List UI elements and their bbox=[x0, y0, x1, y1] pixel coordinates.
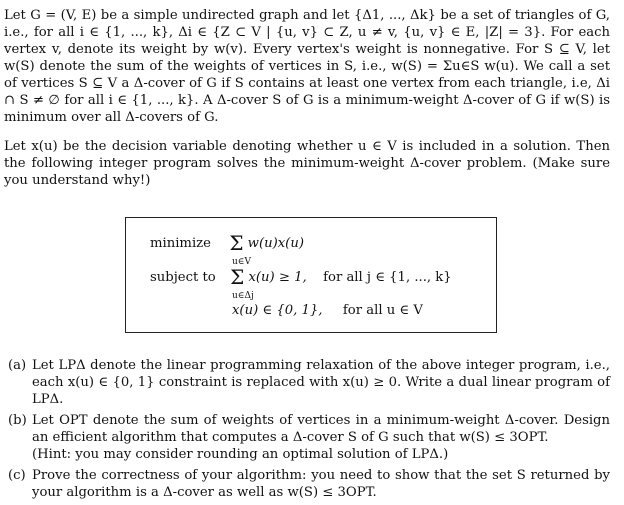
question-a bbox=[8, 357, 610, 408]
constraint1-subscript: u∈Δj bbox=[232, 291, 254, 301]
question-text: Prove the correctness of your algorithm: you need to show that the set S returned by your algorithm is a Δ-cover as well as w(S) ≤ 3OPT. bbox=[32, 468, 610, 500]
question-list bbox=[8, 357, 610, 505]
constraint2-expression: x(u) ∈ {0, 1}, bbox=[232, 303, 323, 318]
question-hint: (Hint: you may consider rounding an optimal solution of LPΔ.) bbox=[32, 447, 449, 462]
integer-program-box bbox=[125, 217, 497, 333]
constraint1-expression: x(u) ≥ 1, bbox=[248, 270, 307, 285]
question-c bbox=[8, 467, 610, 501]
constraint2-row bbox=[232, 302, 423, 319]
question-text: Let OPT denote the sum of weights of vertices in a minimum-weight Δ-cover. Design an efficient algorithm that computes a Δ-cover S of G such that w(S) ≤ 3OPT. bbox=[32, 413, 610, 445]
objective-expression: w(u)x(u) bbox=[247, 236, 304, 251]
minimize-label: minimize bbox=[150, 236, 211, 251]
constraint2-condition: for all u ∈ V bbox=[342, 303, 423, 318]
subject-to-label: subject to bbox=[150, 270, 216, 285]
question-text: Let LPΔ denote the linear programming relaxation of the above integer program, i.e., each x(u) ∈ {0, 1} constraint is replaced with x(u) ≥ 0. Write a dual linear program of LPΔ. bbox=[32, 358, 610, 407]
question-label: (a) bbox=[8, 358, 27, 373]
question-label: (b) bbox=[8, 413, 27, 428]
sum-symbol: Σ bbox=[229, 231, 244, 255]
constraint1-row bbox=[150, 265, 452, 289]
intro-paragraph: Let G = (V, E) be a simple undirected graph and let {Δ1, ..., Δk} be a set of triangles of G, i.e., for all i ∈ {1, ..., k}, Δi ∈ {Z ⊂ V | {u, v} ⊂ Z, u ≠ v, {u, v} ∈ E, |Z| = 3}. For each vertex v, denote its weight by w(v). Every vertex's weight is nonnegative. For S ⊆ V, let w(S) denote the sum of the weights of vertices in S, i.e., w(S) = Σu∈S w(u). We call a set of vertices S ⊆ V a Δ-cover of G if S contains at least one vertex from each triangle, i.e, Δi ∩ S ≠ ∅ for all i ∈ {1, ..., k}. A Δ-cover S of G is a minimum-weight Δ-cover of G if w(S) is minimum over all Δ-covers of G. bbox=[4, 8, 610, 125]
objective-subscript: u∈V bbox=[232, 257, 251, 267]
sum-symbol: Σ bbox=[230, 265, 245, 289]
ip-intro-paragraph: Let x(u) be the decision variable denoting whether u ∈ V is included in a solution. Then the following integer program solves the minimum-weight Δ-cover problem. (Make sure you understand why!) bbox=[4, 139, 610, 188]
constraint1-condition: for all j ∈ {1, ..., k} bbox=[323, 270, 452, 285]
question-label: (c) bbox=[8, 468, 26, 483]
objective-row bbox=[150, 231, 304, 255]
question-b bbox=[8, 412, 610, 463]
